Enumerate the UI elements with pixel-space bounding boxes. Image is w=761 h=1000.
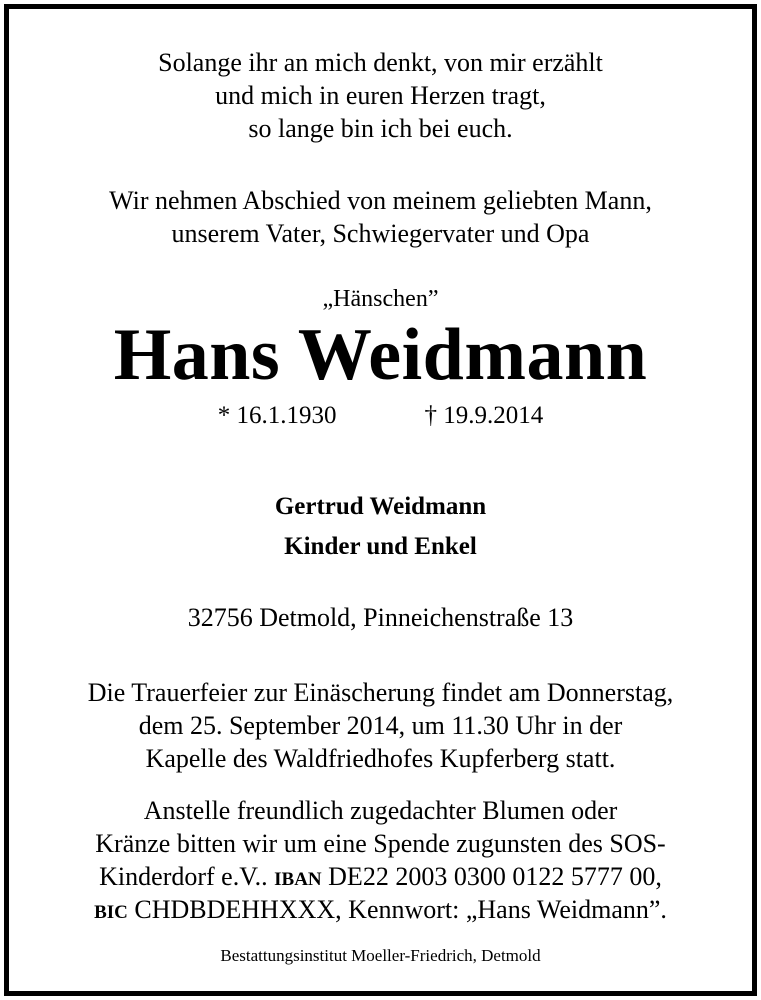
address: 32756 Detmold, Pinneichenstraße 13: [187, 603, 574, 632]
birth-date: * 16.1.1930: [217, 402, 337, 429]
bic-label: BIC: [94, 902, 128, 923]
verse-line-3: so lange bin ich bei euch.: [248, 114, 513, 143]
death-date: † 19.9.2014: [424, 402, 544, 429]
deceased-name: Hans Weidmann: [113, 314, 648, 396]
iban-value: DE22 2003 0300 0122 5777 00,: [321, 862, 662, 891]
ceremony-line-3: Kapelle des Waldfriedhofes Kupferberg statt.: [145, 744, 616, 773]
donation-line-1: Anstelle freundlich zugedachter Blumen oder: [143, 796, 618, 825]
funeral-home: Bestattungsinstitut Moeller-Friedrich, Detmold: [220, 946, 541, 965]
ceremony-line-1: Die Trauerfeier zur Einäscherung findet am Donnerstag,: [87, 678, 674, 707]
farewell-line-2: unserem Vater, Schwiegervater und Opa: [171, 219, 590, 248]
iban-label: IBAN: [274, 869, 322, 890]
life-dates: [0, 403, 761, 428]
farewell-line-1: Wir nehmen Abschied von meinem geliebten Mann,: [109, 186, 652, 215]
mourner-line-1: Gertrud Weidmann: [274, 493, 487, 520]
donation-line-3: [0, 864, 761, 890]
nickname: „Hänschen”: [322, 286, 439, 312]
ceremony-line-2: dem 25. September 2014, um 11.30 Uhr in der: [138, 711, 623, 740]
donation-org: Kinderdorf e.V..: [99, 862, 275, 891]
bic-value-keyword: CHDBDEHHXXX, Kennwort: „Hans Weidmann”.: [127, 895, 667, 924]
verse-line-1: Solange ihr an mich denkt, von mir erzählt: [158, 48, 603, 77]
donation-line-2: Kränze bitten wir um eine Spende zugunsten des SOS-: [95, 829, 666, 858]
mourner-line-2: Kinder und Enkel: [284, 533, 477, 560]
donation-line-4: [0, 897, 761, 923]
verse-line-2: und mich in euren Herzen tragt,: [215, 81, 546, 110]
